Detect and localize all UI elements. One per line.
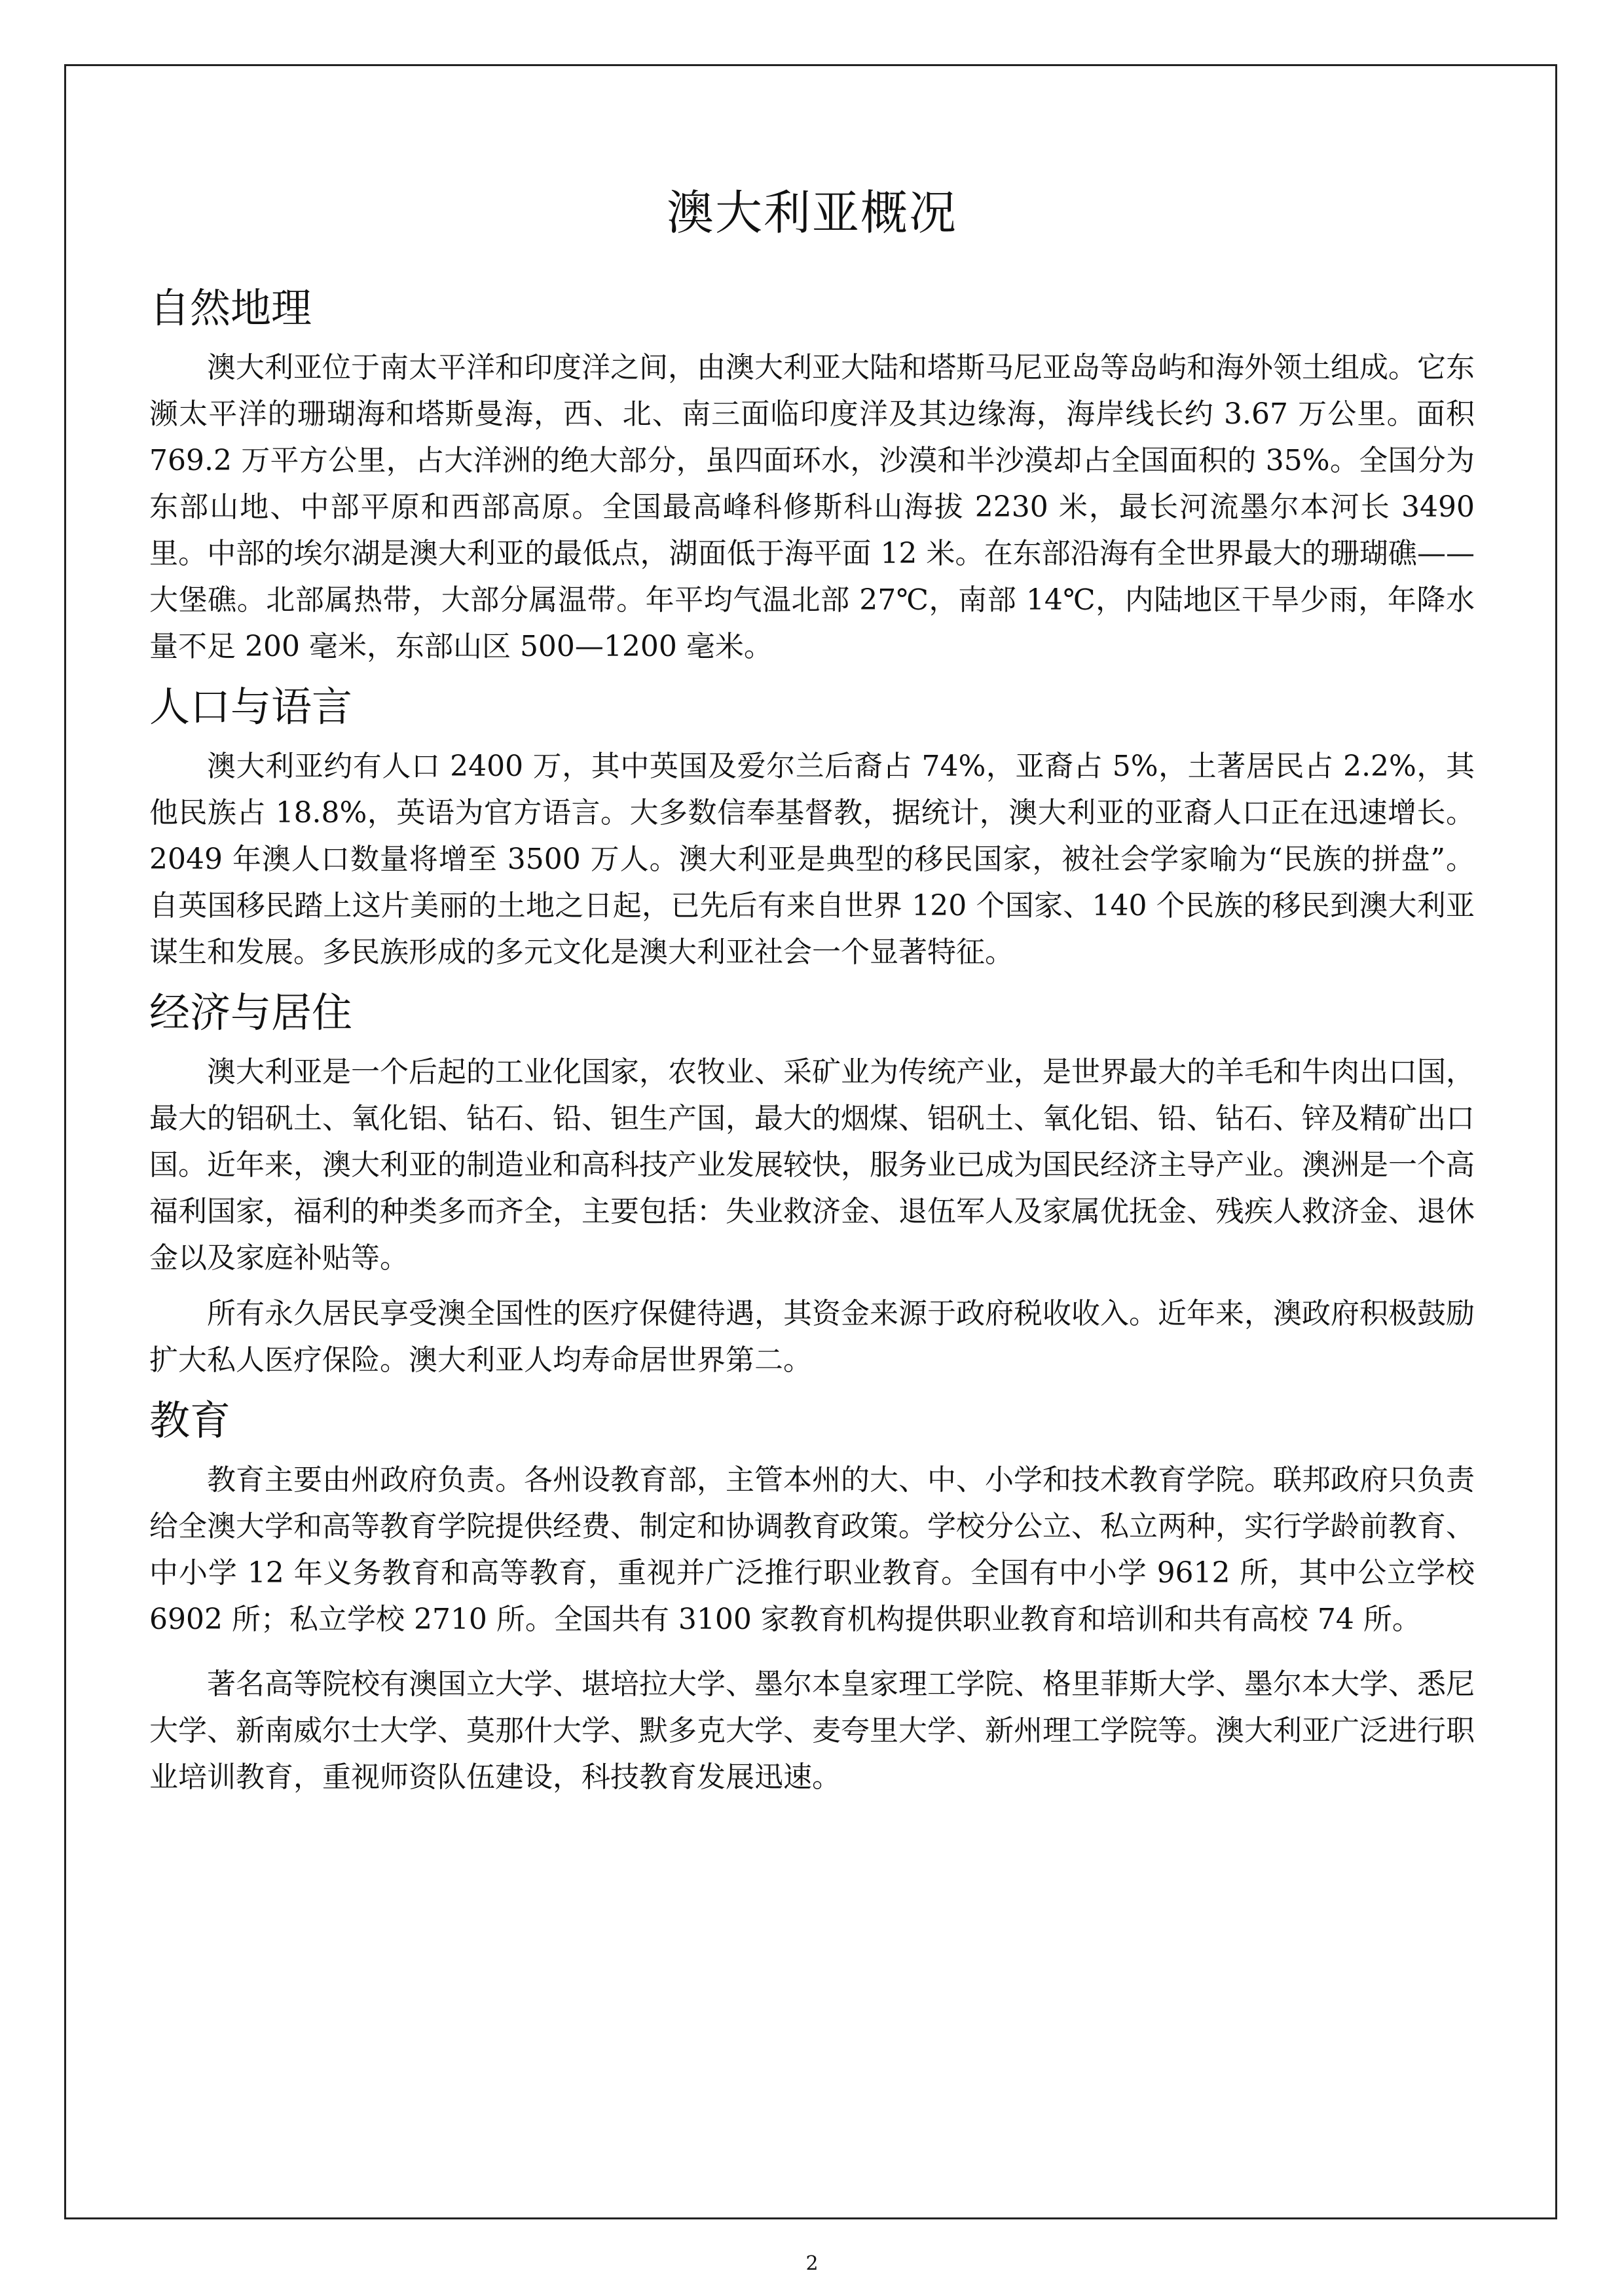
document-body: [149, 177, 1475, 1810]
paragraph: 澳大利亚位于南太平洋和印度洋之间，由澳大利亚大陆和塔斯马尼亚岛等岛屿和海外领土组成。它东濒太平洋的珊瑚海和塔斯曼海，西、北、南三面临印度洋及其边缘海，海岸线长约 3.67 万公里。面积 769.2 万平方公里，占大洋洲的绝大部分，虽四面环水，沙漠和半沙漠却占全国面积的 35%。全国分为东部山地、中部平原和西部高原。全国最高峰科修斯科山海拔 2230 米，最长河流墨尔本河长 3490 里。中部的埃尔湖是澳大利亚的最低点，湖面低于海平面 12 米。在东部沿海有全世界最大的珊瑚礁——大堡礁。北部属热带，大部分属温带。年平均气温北部 27℃，南部 14℃，内陆地区干旱少雨，年降水量不足 200 毫米，东部山区 500—1200 毫米。: [149, 351, 1475, 663]
paragraph: 教育主要由州政府负责。各州设教育部，主管本州的大、中、小学和技术教育学院。联邦政府只负责给全澳大学和高等教育学院提供经费、制定和协调教育政策。学校分公立、私立两种，实行学龄前教育、中小学 12 年义务教育和高等教育，重视并广泛推行职业教育。全国有中小学 9612 所，其中公立学校 6902 所；私立学校 2710 所。全国共有 3100 家教育机构提供职业教育和培训和共有高校 74 所。: [149, 1463, 1475, 1636]
section-education: [149, 1393, 1475, 1800]
section-natural-geography: [149, 280, 1475, 670]
page-number: 2: [805, 2252, 819, 2275]
section-heading: 经济与居住: [149, 989, 353, 1036]
paragraph: 著名高等院校有澳国立大学、堪培拉大学、墨尔本皇家理工学院、格里菲斯大学、墨尔本大学、悉尼大学、新南威尔士大学、莫那什大学、默多克大学、麦夸里大学、新州理工学院等。澳大利亚广泛进行职业培训教育，重视师资队伍建设，科技教育发展迅速。: [149, 1667, 1475, 1794]
section-population-language: [149, 679, 1475, 975]
paragraph: 所有永久居民享受澳全国性的医疗保健待遇，其资金来源于政府税收收入。近年来，澳政府积极鼓励扩大私人医疗保险。澳大利亚人均寿命居世界第二。: [149, 1297, 1475, 1377]
document-title: 澳大利亚概况: [666, 185, 957, 240]
paragraph: 澳大利亚是一个后起的工业化国家，农牧业、采矿业为传统产业，是世界最大的羊毛和牛肉出口国，最大的铝矾土、氧化铝、钻石、铅、钽生产国，最大的烟煤、铝矾土、氧化铝、铅、钻石、锌及精矿出口国。近年来，澳大利亚的制造业和高科技产业发展较快，服务业已成为国民经济主导产业。澳洲是一个高福利国家，福利的种类多而齐全，主要包括：失业救济金、退伍军人及家属优抚金、残疾人救济金、退休金以及家庭补贴等。: [149, 1055, 1475, 1275]
section-heading: 教育: [149, 1396, 231, 1444]
section-heading: 人口与语言: [149, 683, 353, 731]
section-heading: 自然地理: [149, 284, 312, 332]
paragraph: 澳大利亚约有人口 2400 万，其中英国及爱尔兰后裔占 74%，亚裔占 5%，土著居民占 2.2%，其他民族占 18.8%，英语为官方语言。大多数信奉基督教，据统计，澳大利亚的亚裔人口正在迅速增长。2049 年澳人口数量将增至 3500 万人。澳大利亚是典型的移民国家，被社会学家喻为“民族的拼盘”。自英国移民踏上这片美丽的土地之日起，已先后有来自世界 120 个国家、140 个民族的移民到澳大利亚谋生和发展。多民族形成的多元文化是澳大利亚社会一个显著特征。: [149, 750, 1475, 969]
section-economy-living: [149, 985, 1475, 1383]
